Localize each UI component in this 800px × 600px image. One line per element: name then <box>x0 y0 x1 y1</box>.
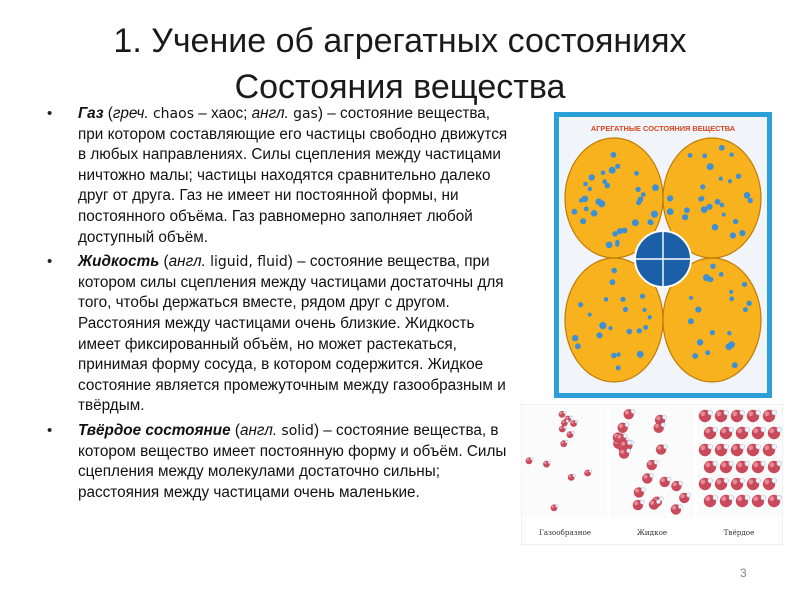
slide-title-line2: Состояния вещества <box>234 68 566 106</box>
molecule-atom <box>656 500 660 504</box>
poster-particle <box>578 302 583 307</box>
molecule-highlight <box>732 411 737 416</box>
molecule-highlight <box>721 428 726 433</box>
list-item-gas: • Газ (греч. chaos – хаос; англ. gas) – состояние вещества, при котором составляющие его частицы свободно движутся в любых направлениях. Силы сцепления между частицами ничтожно малы; частицы находятся сравнительно далеко друг от друга. Газ не имеет ни постоянной формы, ни постоянного объёма. Газ равномерно заполняет любой доступный объём. <box>47 105 508 246</box>
poster-particle <box>589 174 595 180</box>
poster-particle <box>722 213 726 217</box>
molecule-atom <box>650 473 654 477</box>
molecule-atom <box>661 423 665 427</box>
poster-particle <box>720 203 725 208</box>
poster-particle <box>651 211 658 218</box>
poster-particle <box>596 332 602 338</box>
molecule-atom <box>679 481 683 485</box>
molecule-atom <box>566 420 569 423</box>
molecule-atom <box>531 458 534 461</box>
poster-particle <box>643 325 648 330</box>
molecule-atom <box>627 441 631 445</box>
molecule-highlight <box>661 478 665 482</box>
molecule-atom <box>729 461 734 466</box>
poster-particle <box>611 353 617 359</box>
molecule-highlight <box>657 446 661 450</box>
poster-particle <box>730 232 736 238</box>
molecule-atom <box>572 431 575 434</box>
poster-particle <box>742 282 747 287</box>
molecule-highlight <box>568 432 571 435</box>
molecule-highlight <box>644 475 648 479</box>
slide-title <box>0 18 800 110</box>
poster-particle <box>729 290 733 294</box>
poster-particle <box>649 221 654 226</box>
term-solid: Твёрдое состояние <box>78 421 231 439</box>
molecule-atom <box>724 410 729 415</box>
poster-particle <box>617 352 621 356</box>
poster-particle <box>697 339 703 345</box>
term-gas: Газ <box>78 105 104 122</box>
translation: – хаос; <box>198 105 248 122</box>
molecule-atom <box>631 409 635 413</box>
molecule-highlight <box>769 462 774 467</box>
molecule-atom <box>756 478 761 483</box>
molecule-atom <box>777 427 782 432</box>
poster-particle <box>610 279 616 285</box>
lang-label: англ. <box>168 253 206 271</box>
poster-particle <box>733 219 738 224</box>
poster-particle <box>588 313 592 317</box>
molecule-atom <box>575 420 578 423</box>
molecule-highlight <box>700 445 705 450</box>
poster-particle <box>634 171 639 176</box>
molecule-highlight <box>655 424 659 428</box>
molecule-atom <box>641 488 645 492</box>
molecule-highlight <box>560 427 563 430</box>
poster-particle <box>638 197 644 203</box>
poster-particle <box>617 228 623 234</box>
molecule-highlight <box>769 496 774 501</box>
molecule-highlight <box>705 496 710 501</box>
molecule-atom <box>556 505 559 508</box>
molecule-highlight <box>716 411 721 416</box>
molecule-highlight <box>700 479 705 484</box>
molecule-highlight <box>562 420 565 423</box>
molecule-highlight <box>527 458 530 461</box>
poster-particle <box>591 210 598 217</box>
poster-heading: АГРЕГАТНЫЕ СОСТОЯНИЯ ВЕЩЕСТВА <box>590 124 736 133</box>
poster-particle <box>609 167 616 174</box>
poster-particle <box>715 199 721 205</box>
molecule-atom <box>564 411 567 414</box>
molecule-highlight <box>737 496 742 501</box>
molecule-highlight <box>721 496 726 501</box>
term-liquid: Жидкость <box>78 253 160 271</box>
molecule-atom <box>708 444 713 449</box>
molecule-highlight <box>700 411 705 416</box>
poster-particle <box>584 207 589 212</box>
molecule-highlight <box>552 505 555 508</box>
molecule-atom <box>740 444 745 449</box>
poster-particle <box>728 179 732 183</box>
poster-particle <box>615 164 620 169</box>
poster-particle <box>583 182 588 187</box>
molecule-atom <box>761 427 766 432</box>
poster-particle <box>698 196 703 201</box>
poster-particle <box>747 301 752 306</box>
molecule-highlight <box>680 494 684 498</box>
foreign-word: liguid, fluid <box>210 254 288 271</box>
poster-particle <box>599 322 606 329</box>
molecule-atom <box>623 434 627 438</box>
molecule-highlight <box>705 428 710 433</box>
molecule-highlight <box>571 421 574 424</box>
states-poster-image <box>554 112 772 398</box>
definition-solid: ) – состояние вещества, в котором вещество имеет постоянную форму и объём. Силы сцепления между молекулами достаточно сильны; расстояния между частицами очень маленькие. <box>78 421 507 501</box>
molecule-atom <box>548 461 551 464</box>
molecule-highlight <box>635 489 639 493</box>
molecule-atom <box>713 427 718 432</box>
poster-particle <box>641 192 646 197</box>
poster-particle <box>743 307 748 312</box>
poster-particle <box>615 242 619 246</box>
molecule-atom <box>724 444 729 449</box>
molecule-highlight <box>716 445 721 450</box>
molecule-highlight <box>650 501 654 505</box>
molecule-highlight <box>705 462 710 467</box>
molecule-highlight <box>737 462 742 467</box>
page-number: 3 <box>740 566 747 580</box>
poster-particle <box>606 242 613 249</box>
poster-particle <box>710 330 715 335</box>
molecule-highlight <box>620 450 624 454</box>
poster-particle <box>700 184 705 189</box>
poster-particle <box>572 209 578 215</box>
molecule-highlight <box>764 479 769 484</box>
molecule-highlight <box>748 479 753 484</box>
molecule-atom <box>761 461 766 466</box>
poster-particle <box>588 187 592 191</box>
molecule-atom <box>708 478 713 483</box>
poster-particle <box>616 365 621 370</box>
poster-particle <box>736 174 741 179</box>
molecule-highlight <box>721 462 726 467</box>
poster-particle <box>627 329 633 335</box>
molecule-highlight <box>656 416 660 420</box>
poster-particle <box>637 351 644 358</box>
molecule-atom <box>662 415 666 419</box>
molecule-atom <box>678 505 682 509</box>
molecule-atom <box>565 440 568 443</box>
poster-particle <box>707 204 713 210</box>
slide-title-line1: 1. Учение об агрегатных состояниях <box>113 22 687 60</box>
molecule-atom <box>687 493 691 497</box>
foreign-word: solid <box>281 422 314 439</box>
molecule-highlight <box>625 411 629 415</box>
poster-particle <box>712 224 719 231</box>
bullet-icon: • <box>47 421 53 439</box>
molecule-highlight <box>621 442 625 446</box>
bullet-icon: • <box>47 105 53 122</box>
label-liquid: Жидкое <box>636 528 668 537</box>
poster-particle <box>726 343 733 350</box>
molecule-highlight <box>672 506 676 510</box>
molecule-atom <box>729 495 734 500</box>
molecule-highlight <box>753 496 758 501</box>
molecule-atom <box>745 495 750 500</box>
poster-particle <box>632 219 639 226</box>
poster-particle <box>642 308 646 312</box>
molecule-highlight <box>764 411 769 416</box>
content-list <box>44 104 512 507</box>
molecule-highlight <box>716 479 721 484</box>
poster-particle <box>744 192 751 199</box>
molecule-highlight <box>748 445 753 450</box>
lang-label: англ. <box>251 105 289 122</box>
poster-particle <box>611 268 617 274</box>
lang-label: англ. <box>239 421 278 439</box>
molecule-atom <box>708 410 713 415</box>
molecule-highlight <box>585 471 588 474</box>
poster-particle <box>688 318 694 324</box>
molecule-highlight <box>561 441 564 444</box>
molecule-atom <box>772 410 777 415</box>
poster-particle <box>719 272 724 277</box>
molecule-atom <box>569 416 572 419</box>
list-item-solid: • Твёрдое состояние (англ. solid) – состояние вещества, в котором вещество имеет постоянную форму и объём. Силы сцепления между молекулами достаточно сильны; расстояния между частицами очень маленькие. <box>47 421 507 501</box>
poster-particle <box>732 362 738 368</box>
molecule-atom <box>772 444 777 449</box>
poster-particle <box>635 187 640 192</box>
poster-particle <box>692 353 698 359</box>
molecule-highlight <box>565 417 568 420</box>
molecule-atom <box>640 500 644 504</box>
poster-particle <box>667 195 673 201</box>
molecule-highlight <box>732 445 737 450</box>
poster-particle <box>601 171 606 176</box>
molecule-highlight <box>634 501 638 505</box>
molecule-highlight <box>560 412 563 415</box>
lang-label: греч. <box>112 105 149 122</box>
poster-particle <box>620 297 625 302</box>
poster-particle <box>727 331 731 335</box>
molecule-highlight <box>769 428 774 433</box>
definition-liquid: ) – состояние вещества, при котором силы сцепления между частицами достаточны для того, чтобы держаться вместе, рядом друг с другом. Расстояния между частицами очень близкие. Жидкость имеет фиксированный объём, но может растекаться, принимая форму сосуда, в котором содержится. Жидкое состояние является промежуточным между газообразным и твёрдым. <box>78 253 506 415</box>
molecule-atom <box>573 474 576 477</box>
molecule-atom <box>740 410 745 415</box>
poster-particle <box>708 277 714 283</box>
bullet-icon: • <box>47 253 53 271</box>
molecule-atom <box>740 478 745 483</box>
molecule-atom <box>745 427 750 432</box>
molecule-highlight <box>617 435 621 439</box>
poster-particle <box>580 218 586 224</box>
molecule-highlight <box>648 461 652 465</box>
poster-particle <box>602 179 607 184</box>
poster-particle <box>572 335 578 341</box>
molecule-atom <box>664 445 668 449</box>
molecule-atom <box>724 478 729 483</box>
molecule-highlight <box>619 424 623 428</box>
poster-particle <box>739 230 745 236</box>
label-gaseous: Газообразное <box>538 528 592 537</box>
poster-particle <box>608 326 612 330</box>
molecule-highlight <box>764 445 769 450</box>
poster-particle <box>705 350 710 355</box>
poster-particle <box>702 153 707 158</box>
phases-illustration <box>521 404 783 545</box>
definition-gas: ) – состояние вещества, при котором составляющие его частицы свободно движутся в любых направлениях. Силы сцепления между частицами ничтожно малы; частицы находятся сравнительно далеко друг от друга. Газ не имеет ни постоянной формы, ни постоянного объёма. Газ равномерно заполняет любой доступный объём. <box>78 105 508 246</box>
molecule-atom <box>777 461 782 466</box>
molecule-atom <box>772 478 777 483</box>
poster-particle <box>604 297 609 302</box>
molecule-atom <box>667 477 671 481</box>
molecule-atom <box>756 410 761 415</box>
molecule-highlight <box>732 479 737 484</box>
list-item-liquid: • Жидкость (англ. liguid, fluid) – состояние вещества, при котором силы сцепления между частицами достаточны для того, чтобы держаться вместе, рядом друг с другом. Расстояния между частицами очень близкие. Жидкость имеет фиксированный объём, но может растекаться, принимая форму сосуда, в котором содержится. Жидкое состояние является промежуточным между газообразным и твёрдым. <box>47 253 506 415</box>
poster-particle <box>611 152 617 158</box>
molecule-highlight <box>673 482 677 486</box>
poster-particle <box>695 307 701 313</box>
poster-particle <box>623 307 628 312</box>
poster-particle <box>688 153 693 158</box>
molecule-atom <box>589 470 592 473</box>
poster-particle <box>652 184 659 191</box>
poster-particle <box>637 328 642 333</box>
molecule-highlight <box>748 411 753 416</box>
molecule-atom <box>625 423 629 427</box>
poster-particle <box>648 315 652 319</box>
poster-particle <box>575 343 581 349</box>
poster-particle <box>719 145 725 151</box>
poster-particle <box>667 208 674 215</box>
poster-particle <box>582 196 589 203</box>
poster-particle <box>684 207 690 213</box>
poster-particle <box>707 163 714 170</box>
molecule-atom <box>745 461 750 466</box>
foreign-word: gas <box>293 106 318 122</box>
molecule-atom <box>654 460 658 464</box>
label-solid: Твёрдое <box>723 528 755 537</box>
molecule-atom <box>713 461 718 466</box>
poster-particle <box>729 296 734 301</box>
molecule-atom <box>777 495 782 500</box>
poster-particle <box>729 153 733 157</box>
molecule-highlight <box>753 428 758 433</box>
molecule-highlight <box>569 475 572 478</box>
foreign-word: chaos <box>152 106 194 122</box>
poster-particle <box>595 198 602 205</box>
poster-particle <box>719 177 723 181</box>
poster-particle <box>710 264 715 269</box>
molecule-highlight <box>544 462 547 465</box>
poster-particle <box>748 198 753 203</box>
poster-particle <box>640 294 645 299</box>
poster-particle <box>689 296 693 300</box>
molecule-atom <box>627 449 631 453</box>
molecule-highlight <box>753 462 758 467</box>
molecule-atom <box>761 495 766 500</box>
poster-particle <box>682 214 688 220</box>
molecule-atom <box>713 495 718 500</box>
molecule-atom <box>756 444 761 449</box>
molecule-highlight <box>737 428 742 433</box>
molecule-atom <box>729 427 734 432</box>
